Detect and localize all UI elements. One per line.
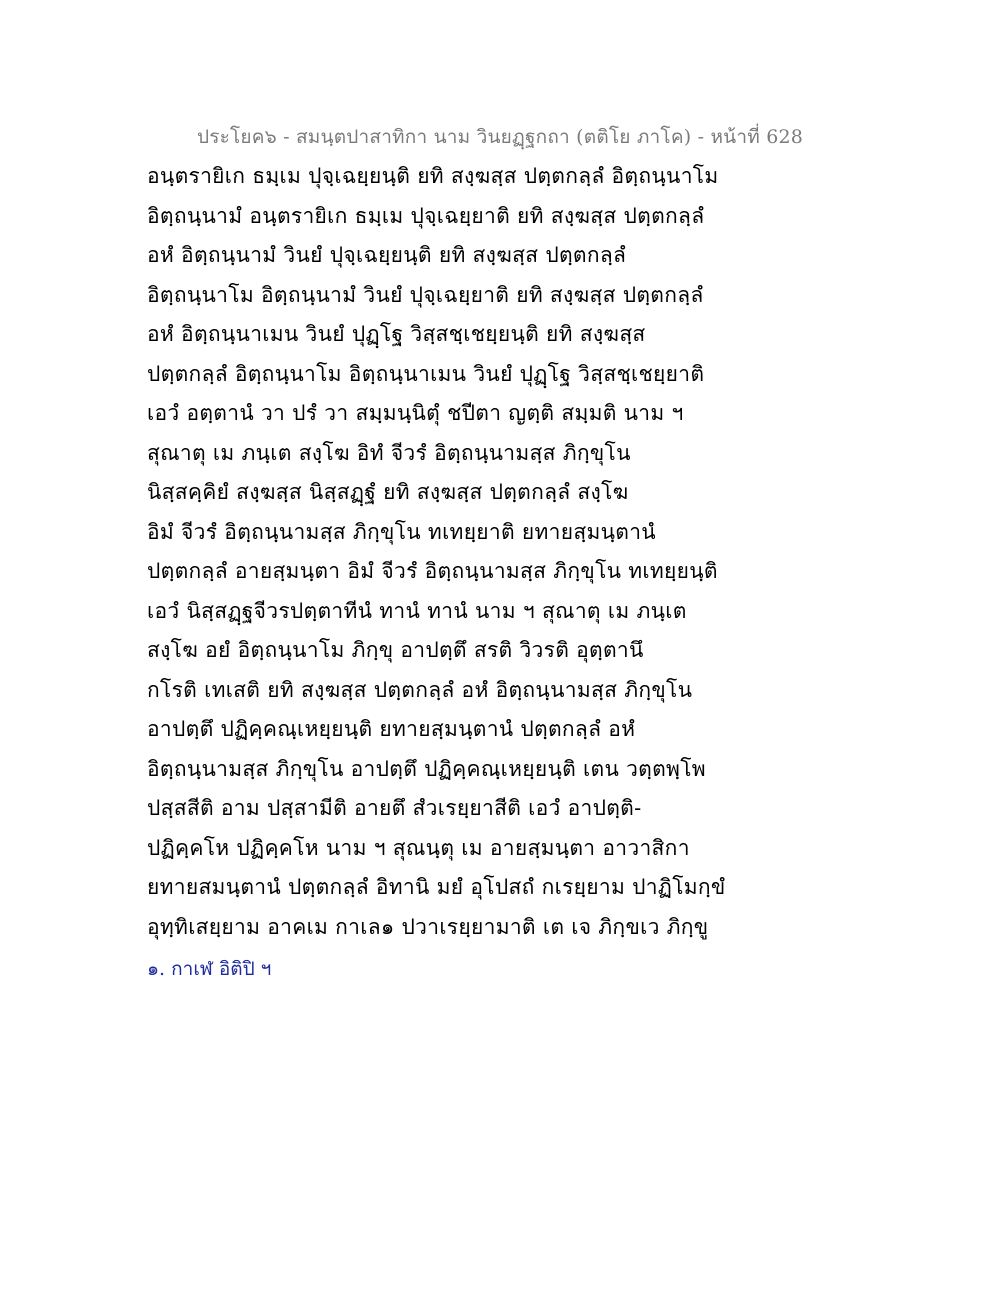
text-line: อิตฺถนฺนามํ อนฺตรายิเก ธมฺเม ปุจฺเฉยฺยาติ ยทิ สงฺฆสฺส ปตฺตกลฺลํ [147, 203, 705, 228]
text-line: เอวํ นิสฺสฏฺฐจีวรปตฺตาทีนํ ทานํ ทานํ นาม ฯ สุณาตุ เม ภนฺเต [147, 598, 687, 623]
text-line: ยทายสมนฺตานํ ปตฺตกลฺลํ อิทานิ มยํ อุโปสถํ กเรยฺยาม ปาฏิโมกฺขํ [147, 875, 726, 899]
text-line: อนฺตรายิเก ธมฺเม ปุจฺเฉยฺยนฺติ ยทิ สงฺฆสฺส ปตฺตกลฺลํ อิตฺถนฺนาโม [147, 164, 719, 188]
footnote: ๑. กาเฬ อิติปิ ฯ [147, 958, 272, 980]
text-line: สุณาตุ เม ภนฺเต สงฺโฆ อิทํ จีวรํ อิตฺถนฺนามสฺส ภิกฺขุโน [147, 440, 631, 465]
text-line: อุทฺทิเสยฺยาม อาคเม กาเล๑ ปวาเรยฺยามาติ เต เจ ภิกฺขเว ภิกฺขู [147, 914, 709, 939]
text-line: ปตฺตกลฺลํ อายสฺมนฺตา อิมํ จีวรํ อิตฺถนฺนามสฺส ภิกฺขุโน ทเทยฺยนฺติ [147, 559, 718, 583]
text-line: อิตฺถนฺนาโม อิตฺถนฺนามํ วินยํ ปุจฺเฉยฺยาติ ยทิ สงฺฆสฺส ปตฺตกลฺลํ [147, 282, 704, 307]
text-line: ปตฺตกลฺลํ อิตฺถนฺนาโม อิตฺถนฺนาเมน วินยํ ปุฏฺโฐ วิสฺสชฺเชยฺยาติ [147, 361, 705, 386]
text-line: อิตฺถนฺนามสฺส ภิกฺขุโน อาปตฺตึ ปฏิคฺคณฺเหยฺยนฺติ เตน วตฺตพฺโพ [147, 756, 706, 781]
text-line: อหํ อิตฺถนฺนามํ วินยํ ปุจฺเฉยฺยนฺติ ยทิ สงฺฆสฺส ปตฺตกลฺลํ [147, 243, 627, 267]
running-header: ประโยค๖ - สมนฺตปาสาทิกา นาม วินยฏฺฐกถา (ตติโย ภาโค) - หน้าที่ 628 [196, 126, 804, 148]
text-line: อหํ อิตฺถนฺนาเมน วินยํ ปุฏฺโฐ วิสฺสชฺเชยฺยนฺติ ยทิ สงฺฆสฺส [147, 322, 646, 346]
text-line: เอวํ อตฺตานํ วา ปรํ วา สมฺมนฺนิตุํ ชปีตา ญตฺติ สมฺมติ นาม ฯ [147, 401, 684, 425]
text-line: ปสฺสสีติ อาม ปสฺสามีติ อายตึ สํวเรยฺยาสีติ เอวํ อาปตฺติ- [147, 796, 642, 820]
body-text [147, 157, 726, 947]
text-line: นิสฺสคฺคิยํ สงฺฆสฺส นิสฺสฏฺฐํ ยทิ สงฺฆสฺส ปตฺตกลฺลํ สงฺโฆ [147, 480, 629, 504]
text-line: กโรติ เทเสติ ยทิ สงฺฆสฺส ปตฺตกลฺลํ อหํ อิตฺถนฺนามสฺส ภิกฺขุโน [147, 677, 693, 702]
text-line: อาปตฺตึ ปฏิคฺคณฺเหยฺยนฺติ ยทายสฺมนฺตานํ ปตฺตกลฺลํ อหํ [147, 717, 636, 741]
text-line: อิมํ จีวรํ อิตฺถนฺนามสฺส ภิกฺขุโน ทเทยฺยาติ ยทายสฺมนฺตานํ [147, 519, 656, 544]
text-line: ปฏิคฺคโห ปฏิคฺคโห นาม ฯ สุณนฺตุ เม อายสฺมนฺตา อาวาสิกา [147, 835, 690, 860]
text-line: สงฺโฆ อยํ อิตฺถนฺนาโม ภิกฺขุ อาปตฺตึ สรติ วิวรติ อุตฺตานึ [147, 638, 644, 662]
